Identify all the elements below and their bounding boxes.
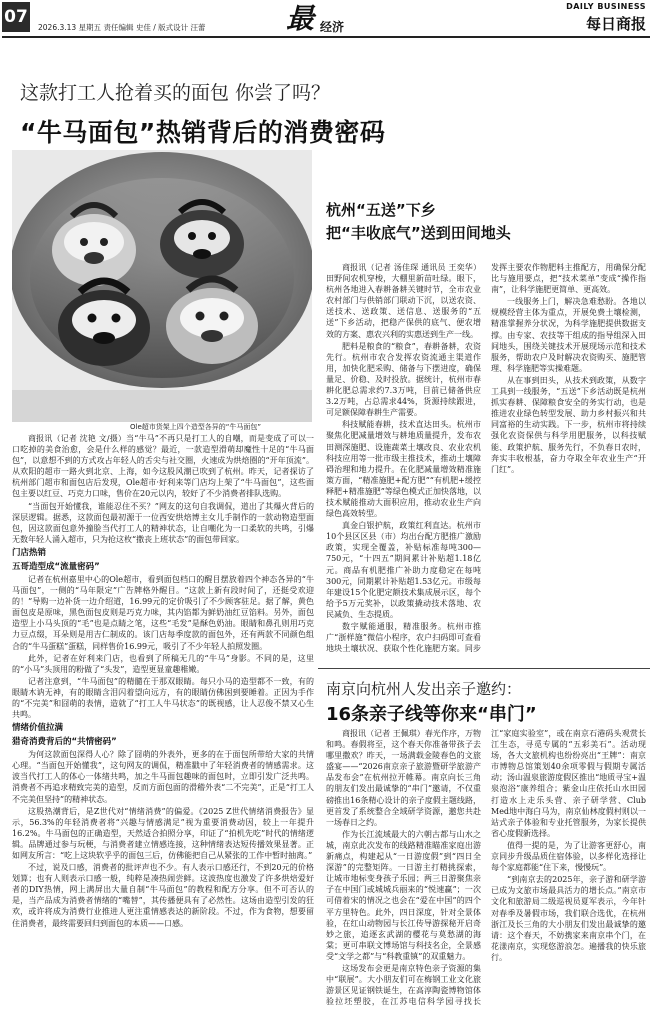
- story1-para-4: 此外，记者在好利来门店，也看到了所稿无几的“牛马”身影。不同的是，这里的“小马”头顶用的粉做了“头发”，造型更显童趣稚嫩。: [12, 653, 314, 674]
- story1-para-6: 为何这款面包深得人心？除了囧萌的外表外，更多的在于面包所带给大家的共情心理。“当面包开始懂我”，这句网友的调侃，精准戳中了年轻消费者的情感需求。这波当代打工人的体心一体绪共鸣，加之牛马面包趣味的面包时，立即引发广泛共鸣。消费者不再追求精致完美的造型，反而方面包面的滑稽外表“二不完美”，正是“打工人不完美但坚持”的精神状态。: [12, 750, 314, 804]
- story1-para-2: “当面包开始懂我，谁能忍住不买？”网友的这句自我调侃，道出了其爆火背后的深层逻辑。据悉，这款面包最初源于一位西安烘焙博主女儿手制作的一款动物造型面包，因这款面包意外撞脸当代打工人的精神状态，让自嘲化为一口柔软的共鸣，引爆无数年轻人涌入超市，只为抢这枚“撒丧上班状态”的面包带回家。: [12, 501, 314, 544]
- header-rule: [2, 36, 650, 38]
- story3-para-3: 这场发布会更是南京特色亲子资源的集中“联展”。大小朋友们可在梅钢工业文化旅游景区见证钢铁诞生，在高淳陶瓷博物馆体验拉坯塑胶，在江苏电信科学园寻找长江“家庭实验室”，或在南京石港码头观赏长江生态，寻觅专属的“五彩美石”。活动现场，各大文旅机构也纷纷亮出“王牌”：南京市博物总馆策划40余项零假与假期专属活动；汤山温泉旅游度假区推出“地质寻宝+温泉泡浴”康养组合；紫金山庄依托山水田园打造水上走乐头营、亲子研学营、Club Med地中海白马为，南京仙林度假村则以一站式亲子体验和专业托管服务，为家长提供省心度假新选择。: [326, 729, 646, 1007]
- issue-info: 2026.3.13 星期五 责任编辑 史佳 / 版式设计 汪蕾: [38, 23, 206, 32]
- story2-para-3: 科技赋能春耕，技术直达田头。杭州市聚焦化肥减量增效与耕地质量提升，发布农田测深施肥、设施蔬菜土壤改良、农业农机科技应用等一批市级主推技术，推动土壤障碍治理和地力提升。在化肥减量增效精准施策方面，“精准施肥+配方肥”“有机肥+缓控释肥+精准施肥”等绿色模式正加快落地，以技术赋能推动大面积应用，推动农业生产向绿色高效转型。: [326, 420, 481, 519]
- story3-para-1: 商报讯（记者 王佩琪）春光作序，万物和鸣。春假将至，这个春天你准备带孩子去哪里撒欢？昨天，一场满载金陵春色的文旅盛宴——“2026南京亲子旅游暨研学旅游产品发布会”在杭州拉开帷幕。南京向长三角的朋友们发出最诚挚的“串门”邀请，不仅重磅推出16条精心设计的亲子度假主题线路，更首发了系统整合全域研学资源，邀您共赴一场春日之约。: [326, 729, 481, 827]
- story2-kicker: 杭州“五送”下乡: [326, 201, 436, 219]
- story1-subhead-1b: 五哥造型成“流量密码”: [12, 561, 100, 572]
- story3-body: [326, 728, 646, 1018]
- story1-subhead-1: 门店热销: [12, 547, 47, 558]
- story2-para-4: 真金白银护航，政策红利直达。杭州市10个县区区县（市）均出台配方肥推广激励政策，实现全覆盖，补贴标准每吨300—750元，“十四五”期间累计补贴超1.18亿元。商品有机肥推广补助力度稳定在每吨300元，同期累计补贴超1.53亿元。市级每年建设15个化肥定额技术集成展示区，每个给予5万元奖补，以政策撬动技术落地、农民减负、生态提质。: [326, 521, 481, 619]
- story1-para-3: 记者在杭州嘉里中心的Ole超市，看到面包档口的醒目摆放着四个神态各异的“牛马面包”，一侧的“马年限定”广告牌格外醒目。“这款上新有段时间了，还挺受欢迎的！”导购一边补货一边介绍道，16.99元的定价吸引了不少顾客驻足。据了解，黄色面包皮是原味，黑色面包皮则是巧克力味，其内馅都为鲜奶油红豆馅料。另外，面包造型上小马头顶的“毛”也是点睛之笔，这些“毛发”是酥色奶油。眼睛和鼻孔则用巧克力豆点缀，耳朵则是用吉仁制成的。该门店每季度款的面包外，还有两款不同颜色组合的“牛马蛋糕”蛋糕，同样售价16.99元，吸引了不少年轻人拍照发圈。: [12, 574, 314, 651]
- story1-para-1: 商报讯（记者 沈艳 文/摄）当“牛马”不再只是打工人的自嘲，而是变成了可以一口吃掉的美食治愈，会是什么样的感觉？最近，一款造型滑萌却魔性十足的“牛马面包”，以意想不到的方式攻占年轻人的舌尖与社交圈，火速成为烘焙圈的“开年顶流”。从欢阳的超市一路火到北京、上海，如今这股风潮已吹到了杭州。昨天，记者探访了杭州部门超市和面包店后发现，Ole超市·好利来等门店均上架了“牛马面包”，这些面包主要以红豆、巧克力口味，售价在20元以内，较好了不少消费者排队选购。: [12, 434, 314, 499]
- story-divider: [318, 668, 650, 669]
- story1-body: [12, 433, 314, 930]
- brand-en: DAILY BUSINESS: [566, 2, 646, 11]
- section-logo-big: 最: [286, 2, 315, 35]
- bread-photo: [12, 150, 312, 422]
- story2-body: [326, 262, 646, 662]
- photo-caption: Ole超市货架上四个造型各异的“牛马面包”: [130, 423, 262, 431]
- story1-para-7: 这股热潮背后，是Z世代对“情绪消费”的偏爱。《2025 Z世代情绪消费报告》显示，56.3%的年轻消费者将“兴趣与情感满足”视为重要消费动因，较上一年提升16.2%。牛马面包的正确造型，天然适合拍照分享，印证了“拍机先吃”时代的情绪逻辑。品牌通过参与玩梗，与消费者建立情感连接，这种情绪表达短传播效果显著。正如网友所言：“吃上这块软乎乎的面包三后，仿佛能把自己从紧张的工作中暂时抽离。”: [12, 806, 314, 860]
- story1-subhead-2: 情绪价值拉满: [12, 723, 64, 734]
- story1-subhead-2b: 猎奇消费背后的“共情密码”: [12, 737, 117, 748]
- story1-kicker: 这款打工人抢着买的面包 你尝了吗？: [20, 82, 331, 104]
- story2-title: 把“丰收底气”送到田间地头: [326, 224, 511, 242]
- story3-para-2: 作为长江流域最大的六朝古都与山水之城，南京此次发布的线路精准瞄准家庭出游新痛点，构建起从“一日游度假”到“四日全深游”的完整矩阵。一日游主打精挑探索，让城市地标变身孩子乐园；两三日游聚焦亲子在中国门或城城兵丽来的“悦速赢”；一次可借着宋的情况之也会在“爱在中国”的四个平方里特色。此外，四日深度，针对全景体验，在红山动物园与长江传导游探秘开启奇妙之旅，追逐玄武湖的樱花与莫愁湖的海棠；更可串联文博场馆与科技名企，全景感受“文学之都”与“科教重镇”的双重魅力。: [326, 829, 481, 961]
- story2-para-7: 从在事到田头，从技术到政策，从数字工具到一线服务，“五送”下乡活动既是杭州抓实春耕、保障粮食安全的务实行动，也是推进农业绿色转型发展、助力乡村振兴和共同富裕的生动实践。下一步，杭州市将持续强化农资保供与科学用肥服务，以科技赋能、政策护航、服务先行，不负春日农时，奔实丰收根基，奋力夺取全年农业生产“开门红”。: [491, 375, 646, 474]
- section-logo-small: 经济: [320, 20, 345, 34]
- page-number: 07: [2, 2, 30, 32]
- story3-para-4: 值得一提的是，为了让游客更舒心，南京同步升级品质住宿体验，以多样化选择让每个家庭都能“住下来，慢慢玩”。: [491, 840, 646, 873]
- story1-para-8: 不过，说及口感，消费者的批评声也不少。有人表示口感还行，不到20元的价格划算；也有人则表示口感一般，纯粹是凑热闹尝鲜。这波热度也激发了许多烘焙爱好者的DIY热情，网上满屏出大量自制“牛马面包”的教程和配方分享。但不可否认的是，当产品成为消费者情绪的“嘴替”，其传播便具有了必然性。这场由造型引发的狂欢，或许将成为消费行业推进人更注重情感表达的新阶段。不过，作为食物，想要留住消费者，最终需要回归到面包的本质——口感。: [12, 863, 314, 928]
- story1-para-5: 记者注意到，“牛马面包”的精髓在于那双眼睛。每只小马的造型都不一致，有的眼睛木讷无神，有的眼睛含泪闪着望向远方，有的眼睛仿佛困到要睡着。正因为手作的“不完美”和囧萌的表情，造就了“打工人牛马状态”的既视感，让人忍俊不禁又心生共鸣。: [12, 676, 314, 720]
- story2-para-2: 肥料是粮食的“粮食”，春耕备耕，农资先行。杭州市农合发挥农资流通主渠道作用，加快化肥采购、储备与下摆进度，确保量足、价稳、及时投放。据统计，杭州市春耕化肥总需求约7.3万吨，目前已储备供应3.2万吨，占总需求44%，货源持续跟进，可足额保障春耕生产需要。: [326, 341, 481, 418]
- story3-para-5: “到南京去的2025年，亲子游和研学游已成为文旅市场最具活力的增长点。”南京市文化和旅游局二级巡视员夏军表示，今年针对春季及暑假市场，我们联合选优，在杭州浙江及长三角的大小朋友们发出最诚挚的邀请：这个春天，不妨携家来南京串个门，在花漾南京，实现悠游浪怎。遍播我的快乐旅行。: [491, 875, 646, 962]
- story3-kicker: 南京向杭州人发出亲子邀约：: [326, 680, 522, 698]
- story2-para-5: 数字赋能通服，精准服务。杭州市推广“浙样施”微信小程序，农户扫码即可查看地块土壤状况、获取个性化施肥方案。同步发挥主要农作物肥料主推配方，用确保分配比与施用要点，把“技术菜单”变成“操作指南”，让科学施肥更简单、更高效。: [326, 263, 646, 654]
- story3-title: 16条亲子线等你来“串门”: [326, 704, 537, 725]
- story1-title: “牛马面包”热销背后的消费密码: [20, 118, 386, 147]
- brand-cn: 每日商报: [585, 15, 646, 33]
- story2-para-1: 商报讯（记者 汤佳琛 通讯员 王奕华）田野间农机穿梭，大棚里新苗吐绿。眼下，杭州各地进入春耕备耕关键时节，全市农业农村部门与供销部门联动下沉，以送农资、送技术、送政策、送信息、送服务的“五送”下乡活动，把稳产保供的底气、便农增效的方案、惠农兴利的实惠送到生产一线。: [326, 263, 481, 339]
- story2-para-6: 一线服务上门，解决急难愁盼。各地以规模经营主体为重点，开展免费土壤检测，精准掌握养分状况，为科学施肥提供数据支撑。由专家、农技等干组成的指导组深入田间地头，围绕关键技术开展现场示范和技术服务，帮助农户及时解决农资购买、施肥管理、科学施肥等实操难题。: [491, 297, 646, 373]
